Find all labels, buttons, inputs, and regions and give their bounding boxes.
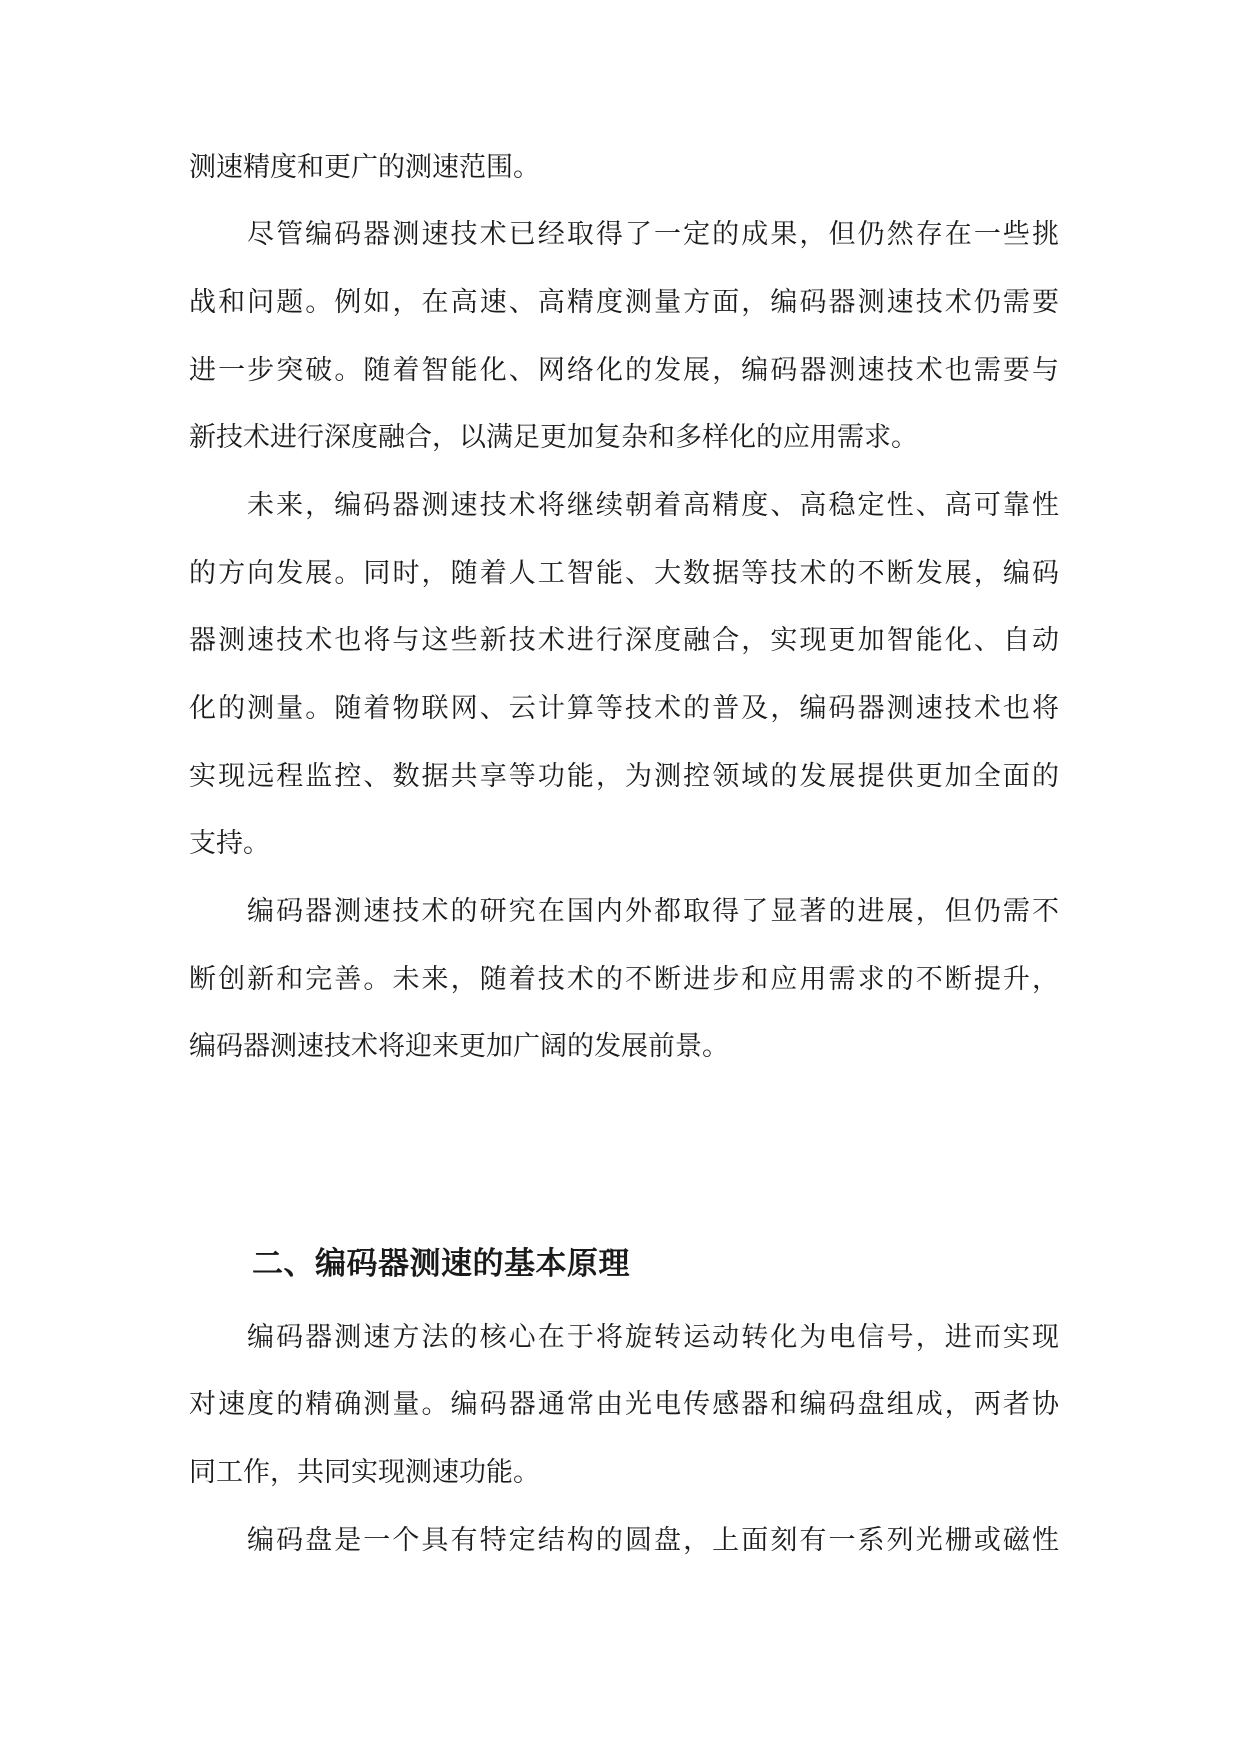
paragraph-line: 尽管编码器测速技术已经取得了一定的成果，但仍然存在一些挑 xyxy=(247,219,1059,250)
paragraph-line: 进一步突破。随着智能化、网络化的发展，编码器测速技术也需要与 xyxy=(189,355,1059,386)
paragraph-line: 编码器测速技术将迎来更加广阔的发展前景。 xyxy=(189,1031,729,1062)
paragraph-line: 实现远程监控、数据共享等功能，为测控领域的发展提供更加全面的 xyxy=(189,761,1059,792)
section-heading: 二、编码器测速的基本原理 xyxy=(252,1246,630,1282)
paragraph-line: 编码器测速技术的研究在国内外都取得了显著的进展，但仍需不 xyxy=(247,896,1059,927)
paragraph-line: 化的测量。随着物联网、云计算等技术的普及，编码器测速技术也将 xyxy=(189,693,1059,724)
paragraph-line: 的方向发展。同时，随着人工智能、大数据等技术的不断发展，编码 xyxy=(189,558,1059,589)
paragraph-line: 同工作，共同实现测速功能。 xyxy=(189,1457,540,1488)
paragraph-line: 编码盘是一个具有特定结构的圆盘，上面刻有一系列光栅或磁性 xyxy=(247,1525,1059,1556)
paragraph-line: 断创新和完善。未来，随着技术的不断进步和应用需求的不断提升， xyxy=(189,964,1059,995)
paragraph-line: 对速度的精确测量。编码器通常由光电传感器和编码盘组成，两者协 xyxy=(189,1389,1059,1420)
paragraph-line: 器测速技术也将与这些新技术进行深度融合，实现更加智能化、自动 xyxy=(189,625,1059,656)
paragraph-line: 测速精度和更广的测速范围。 xyxy=(189,152,540,183)
paragraph-line: 未来，编码器测速技术将继续朝着高精度、高稳定性、高可靠性 xyxy=(247,490,1059,521)
paragraph-line: 编码器测速方法的核心在于将旋转运动转化为电信号，进而实现 xyxy=(247,1322,1059,1353)
paragraph-line: 新技术进行深度融合，以满足更加复杂和多样化的应用需求。 xyxy=(189,422,918,453)
paragraph-line: 战和问题。例如，在高速、高精度测量方面，编码器测速技术仍需要 xyxy=(189,287,1059,318)
paragraph-line: 支持。 xyxy=(189,828,270,859)
